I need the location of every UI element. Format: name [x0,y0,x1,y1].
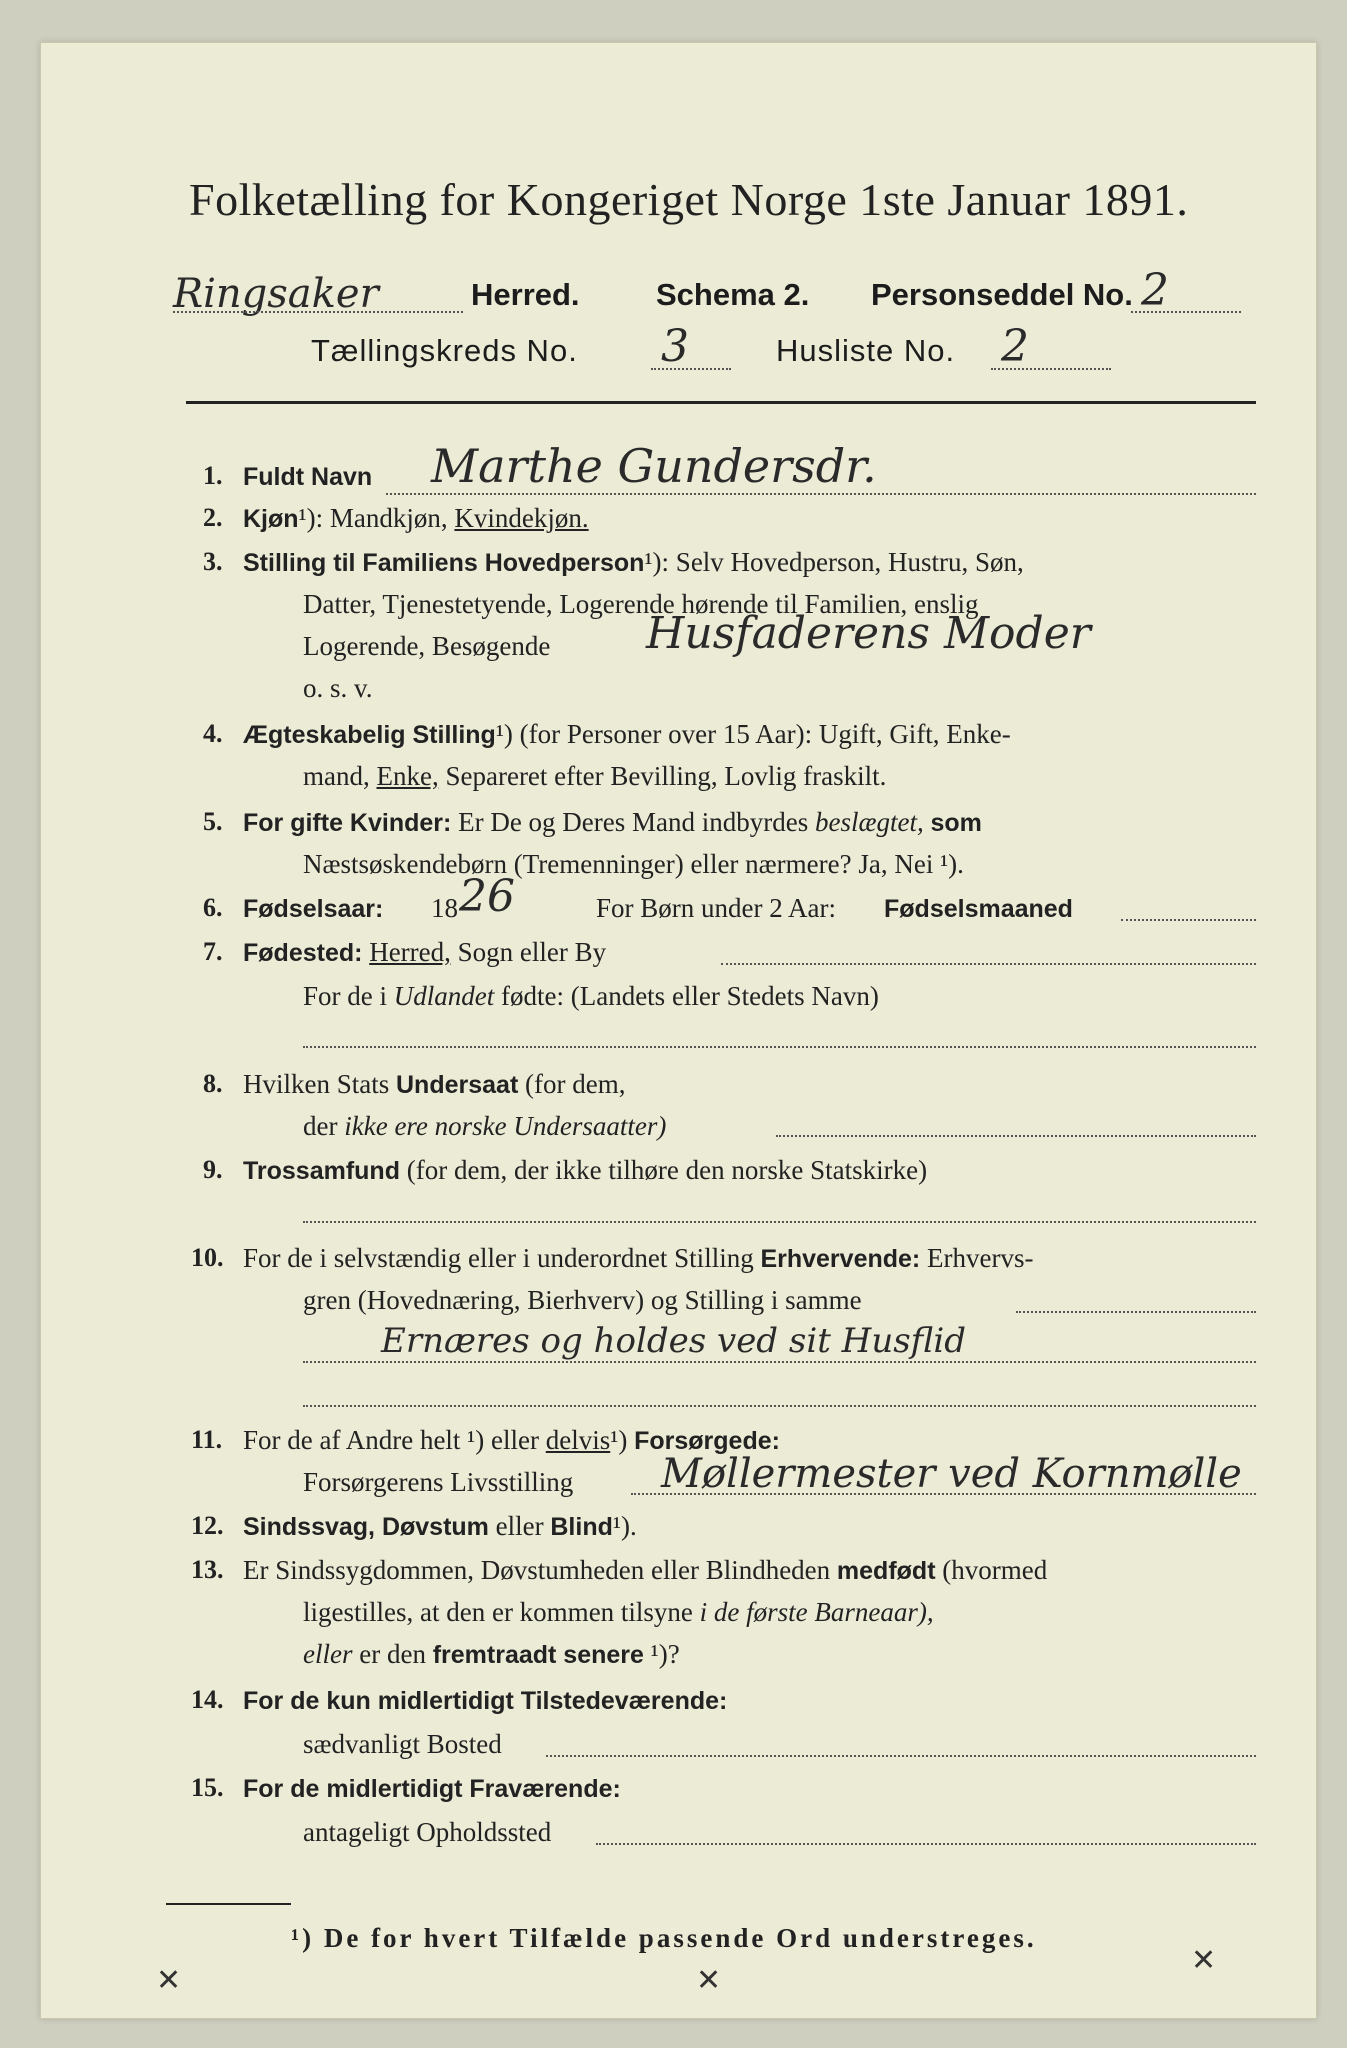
header-rule [186,401,1256,404]
q13-line3c: ¹)? [650,1639,680,1669]
q13-eller: eller [303,1639,353,1669]
husliste-label: Husliste No. [776,333,956,368]
q6-label2: Fødselsmaaned [884,895,1073,923]
q4-mand: mand, [303,761,370,791]
q3-line1 [243,547,1024,578]
kreds-label: Tællingskreds No. [311,333,578,368]
personseddel-no: 2 [1141,265,1169,316]
q4-number: 4. [203,719,223,748]
q7-herred: Herred, [369,937,451,967]
q11-label: Forsørgede: [634,1427,780,1455]
q7-line1 [243,937,606,968]
q8-number: 8. [203,1069,223,1098]
q13-number: 13. [191,1555,224,1584]
q4-line1 [243,719,1011,750]
footnote: ¹) De for hvert Tilfælde passende Ord understreges. [291,1923,1037,1953]
q11-answer: Møllermester ved Kornmølle [661,1451,1242,1497]
q6-label: Fødselsaar: [243,895,384,923]
q5-label: For gifte Kvinder: [243,809,452,837]
q4-line2 [303,761,886,792]
q8-line2 [303,1111,666,1142]
q4-text1: (for Personer over 15 Aar): Ugift, Gift, Enke- [519,719,1011,749]
q10-dotted-line [1016,1311,1256,1313]
q7-sogn: Sogn eller By [457,937,607,967]
q6-prefix: 18 [431,893,458,923]
q3-number: 3. [203,547,223,576]
q15-label: For de midlertidigt Fraværende: [243,1775,621,1803]
q8-line2a: der [303,1111,338,1141]
q10-label: Erhvervende: [760,1245,921,1273]
q3-answer: Husfaderens Moder [646,608,1091,659]
q5-som: som [930,809,982,837]
q13-label: medfødt [836,1557,936,1585]
q13-line1 [243,1555,1047,1586]
q2-mandkjon: Mandkjøn, [329,503,448,533]
q13-line3a: er den [359,1639,426,1669]
q11-line2: Forsørgerens Livsstilling [303,1467,574,1497]
q14-number: 14. [191,1685,224,1714]
census-form [40,42,1317,2019]
q13-line2i: i de første Barneaar), [699,1597,934,1627]
q4-sup: ¹) [495,719,513,749]
q1-label: Fuldt Navn [243,463,373,491]
q11-delvis: delvis [545,1425,611,1455]
husliste-no: 2 [1001,321,1029,372]
q12-text: eller [495,1511,544,1541]
herred-dotted-line [173,311,463,313]
q14-dotted-line [546,1755,1256,1757]
q12-number: 12. [191,1511,224,1540]
q10-line2: gren (Hovednæring, Bierhverv) og Stilling i samme [303,1285,862,1315]
q8-dotted-line [776,1135,1256,1137]
q4-rest: Separeret efter Bevilling, Lovlig fraskilt. [445,761,887,791]
footnote-rule [166,1903,291,1905]
husliste-dotted-line [991,368,1111,370]
q12-line1 [243,1511,637,1542]
q14-label: For de kun midlertidigt Tilstedeværende: [243,1687,728,1715]
q4-enke: Enke, [376,761,439,791]
stray-mark-icon: ✕ [156,1963,182,1998]
q13-text2: (hvormed [942,1555,1048,1585]
q3-label: Stilling til Familiens Hovedperson [243,549,645,577]
q5-line1 [243,807,982,838]
q10-text2: Erhvervs- [927,1243,1034,1273]
q7-dotted-line [721,963,1256,965]
q15-line2: antageligt Opholdssted [303,1817,552,1847]
q9-label: Trossamfund [243,1157,400,1185]
q2-label: Kjøn [243,505,299,533]
q15-dotted-line [596,1843,1256,1845]
q10-answer: Ernæres og holdes ved sit Husflid [381,1321,966,1361]
q10-text: For de i selvstændig eller i underordnet Stilling [243,1243,754,1273]
q6-answer: 26 [459,871,515,922]
q8-line2i: ikke ere norske Undersaatter) [344,1111,667,1141]
q11-text: For de af Andre helt ¹) eller [243,1425,539,1455]
q12-sup: ¹). [612,1511,637,1541]
q8-text: Hvilken Stats [243,1069,390,1099]
q13-line3 [303,1639,680,1670]
form-title: Folketælling for Kongeriget Norge 1ste Januar 1891. [189,174,1189,225]
kreds-dotted-line [651,368,731,370]
herred-label: Herred. [471,277,580,312]
personseddel-dotted-line [1131,311,1241,313]
q10-line1 [243,1243,1033,1274]
q2-line [243,503,589,534]
q6-number: 6. [203,893,223,922]
q7-number: 7. [203,937,223,966]
q7-label: Fødested: [243,939,363,967]
q8-text2: (for dem, [525,1069,626,1099]
q3-sup: ¹): [644,547,670,577]
q9-dotted-line [303,1221,1256,1223]
herred-name: Ringsaker [173,271,379,317]
q11-number: 11. [191,1425,223,1454]
q13-text: Er Sindssygdommen, Døvstumheden eller Blindheden [243,1555,831,1585]
q5-number: 5. [203,807,223,836]
q8-line1 [243,1069,625,1100]
q12-label: Sindssvag, Døvstum [243,1513,489,1541]
q4-label: Ægteskabelig Stilling [243,721,496,749]
q11-dotted-line [631,1493,1256,1495]
q1-dotted-line [386,493,1256,495]
q7-line2 [303,981,879,1012]
q5-line2: Næstsøskendebørn (Tremenninger) eller nærmere? Ja, Nei ¹). [303,849,964,879]
q2-kvindekjon: Kvindekjøn. [454,503,589,533]
q7-udlandet: Udlandet [393,981,495,1011]
q7-dotted-line-2 [303,1046,1256,1048]
personseddel-label: Personseddel No. [871,277,1133,312]
q10-number: 10. [191,1243,224,1272]
q1-answer: Marthe Gundersdr. [431,439,877,493]
q9-number: 9. [203,1155,223,1184]
q7-line2a: For de i [303,981,387,1011]
q3-line2: Datter, Tjenestetyende, Logerende hørende til Familien, enslig [303,589,979,619]
q6-text: For Børn under 2 Aar: [596,893,836,923]
q6-dotted-line [1121,919,1256,921]
q3-text1: Selv Hovedperson, Hustru, Søn, [675,547,1024,577]
q13-line2 [303,1597,934,1628]
q15-number: 15. [191,1773,224,1802]
q13-line2a: ligestilles, at den er kommen tilsyne [303,1597,693,1627]
q9-text: (for dem, der ikke tilhøre den norske Statskirke) [406,1155,928,1185]
q2-number: 2. [203,503,223,532]
q10-dotted-line-3 [303,1405,1256,1407]
q8-label: Undersaat [396,1071,519,1099]
q1-number: 1. [203,461,223,490]
q2-sup: ¹): [298,503,324,533]
q12-blind: Blind [550,1513,613,1541]
q5-beslaegtet: beslægtet, [815,807,924,837]
q13-fremtraadt: fremtraadt senere [432,1641,644,1669]
q3-line3: Logerende, Besøgende [303,631,551,661]
q9-line1 [243,1155,927,1186]
stray-mark-icon: ✕ [1191,1943,1217,1978]
stray-mark-icon: ✕ [696,1963,722,1998]
q3-line4: o. s. v. [303,673,373,703]
kreds-no: 3 [661,321,689,372]
q14-line2: sædvanligt Bosted [303,1729,502,1759]
schema-label: Schema 2. [656,277,810,312]
q11-sup: ¹) [610,1425,628,1455]
q10-dotted-line-2 [303,1361,1256,1363]
q7-line2b: fødte: (Landets eller Stedets Navn) [501,981,879,1011]
q5-text1: Er De og Deres Mand indbyrdes [458,807,809,837]
